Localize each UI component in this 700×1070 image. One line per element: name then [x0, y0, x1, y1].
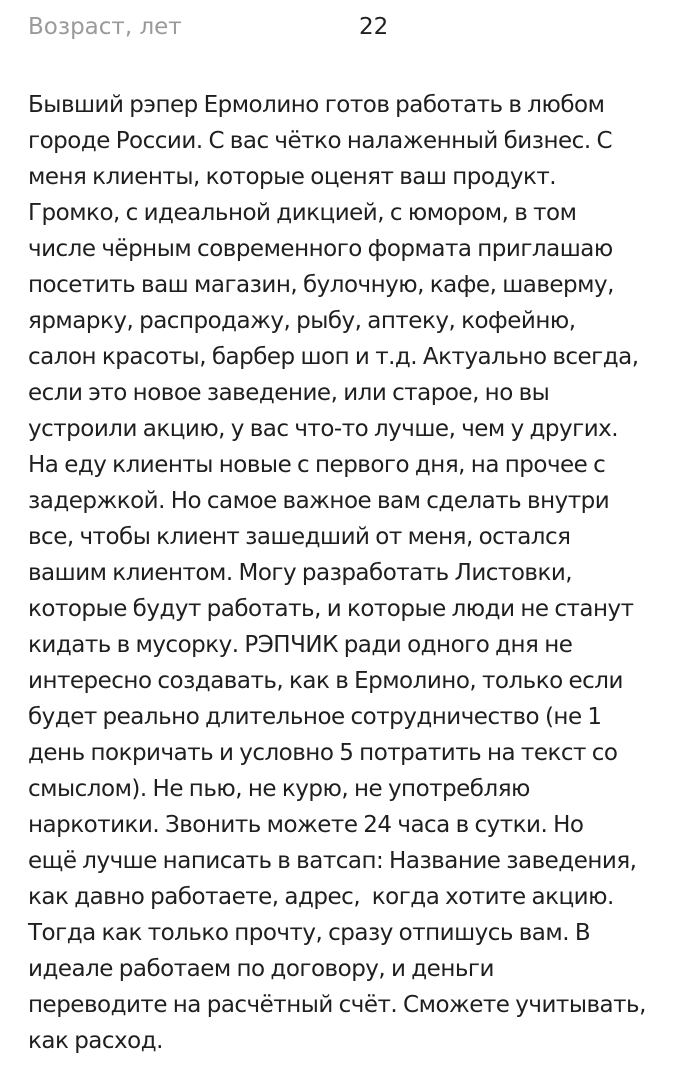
- description-line: ярмарку, распродажу, рыбу, аптеку, кофейню,: [28, 308, 576, 334]
- description-line: кидать в мусорку. РЭПЧИК ради одного дня не: [28, 632, 573, 658]
- description-line: посетить ваш магазин, булочную, кафе, шаверму,: [28, 272, 614, 298]
- description-line: Бывший рэпер Ермолино готов работать в любом: [28, 92, 605, 118]
- age-value: 22: [359, 14, 389, 40]
- age-label: Возраст, лет: [28, 14, 182, 40]
- description-line: устроили акцию, у вас что-то лучше, чем у других.: [28, 416, 619, 442]
- description-line: Тогда как только прочту, сразу отпишусь вам. В: [28, 920, 591, 946]
- description-line: как расход.: [28, 1028, 163, 1054]
- description-line: городе России. С вас чётко налаженный бизнес. С: [28, 128, 612, 154]
- age-row: [28, 8, 672, 48]
- description-line: числе чёрным современного формата приглашаю: [28, 236, 613, 262]
- description-line: наркотики. Звонить можете 24 часа в сутки. Но: [28, 812, 584, 838]
- description-line: вашим клиентом. Могу разработать Листовки,: [28, 560, 573, 586]
- description-line: задержкой. Но самое важное вам сделать внутри: [28, 488, 610, 514]
- description-line: идеале работаем по договору, и деньги: [28, 956, 494, 982]
- description-line: переводите на расчётный счёт. Сможете учитывать,: [28, 992, 646, 1018]
- description-line: будет реально длительное сотрудничество (не 1: [28, 704, 602, 730]
- description-line: салон красоты, барбер шоп и т.д. Актуально всегда,: [28, 344, 639, 370]
- description-line: меня клиенты, которые оценят ваш продукт.: [28, 164, 557, 190]
- description-line: день покричать и условно 5 потратить на текст со: [28, 740, 618, 766]
- description-line: смыслом). Не пью, не курю, не употребляю: [28, 776, 530, 802]
- description-line: интересно создавать, как в Ермолино, только если: [28, 668, 623, 694]
- description-text: [28, 87, 676, 1059]
- description-line: если это новое заведение, или старое, но вы: [28, 380, 550, 406]
- description-line: ещё лучше написать в ватсап: Название заведения,: [28, 848, 637, 874]
- description-line: все, чтобы клиент зашедший от меня, остался: [28, 524, 571, 550]
- description-line: как давно работаете, адрес, когда хотите акцию.: [28, 884, 614, 910]
- description-line: Громко, с идеальной дикцией, с юмором, в том: [28, 200, 577, 226]
- description-line: которые будут работать, и которые люди не станут: [28, 596, 634, 622]
- description-line: На еду клиенты новые с первого дня, на прочее с: [28, 452, 606, 478]
